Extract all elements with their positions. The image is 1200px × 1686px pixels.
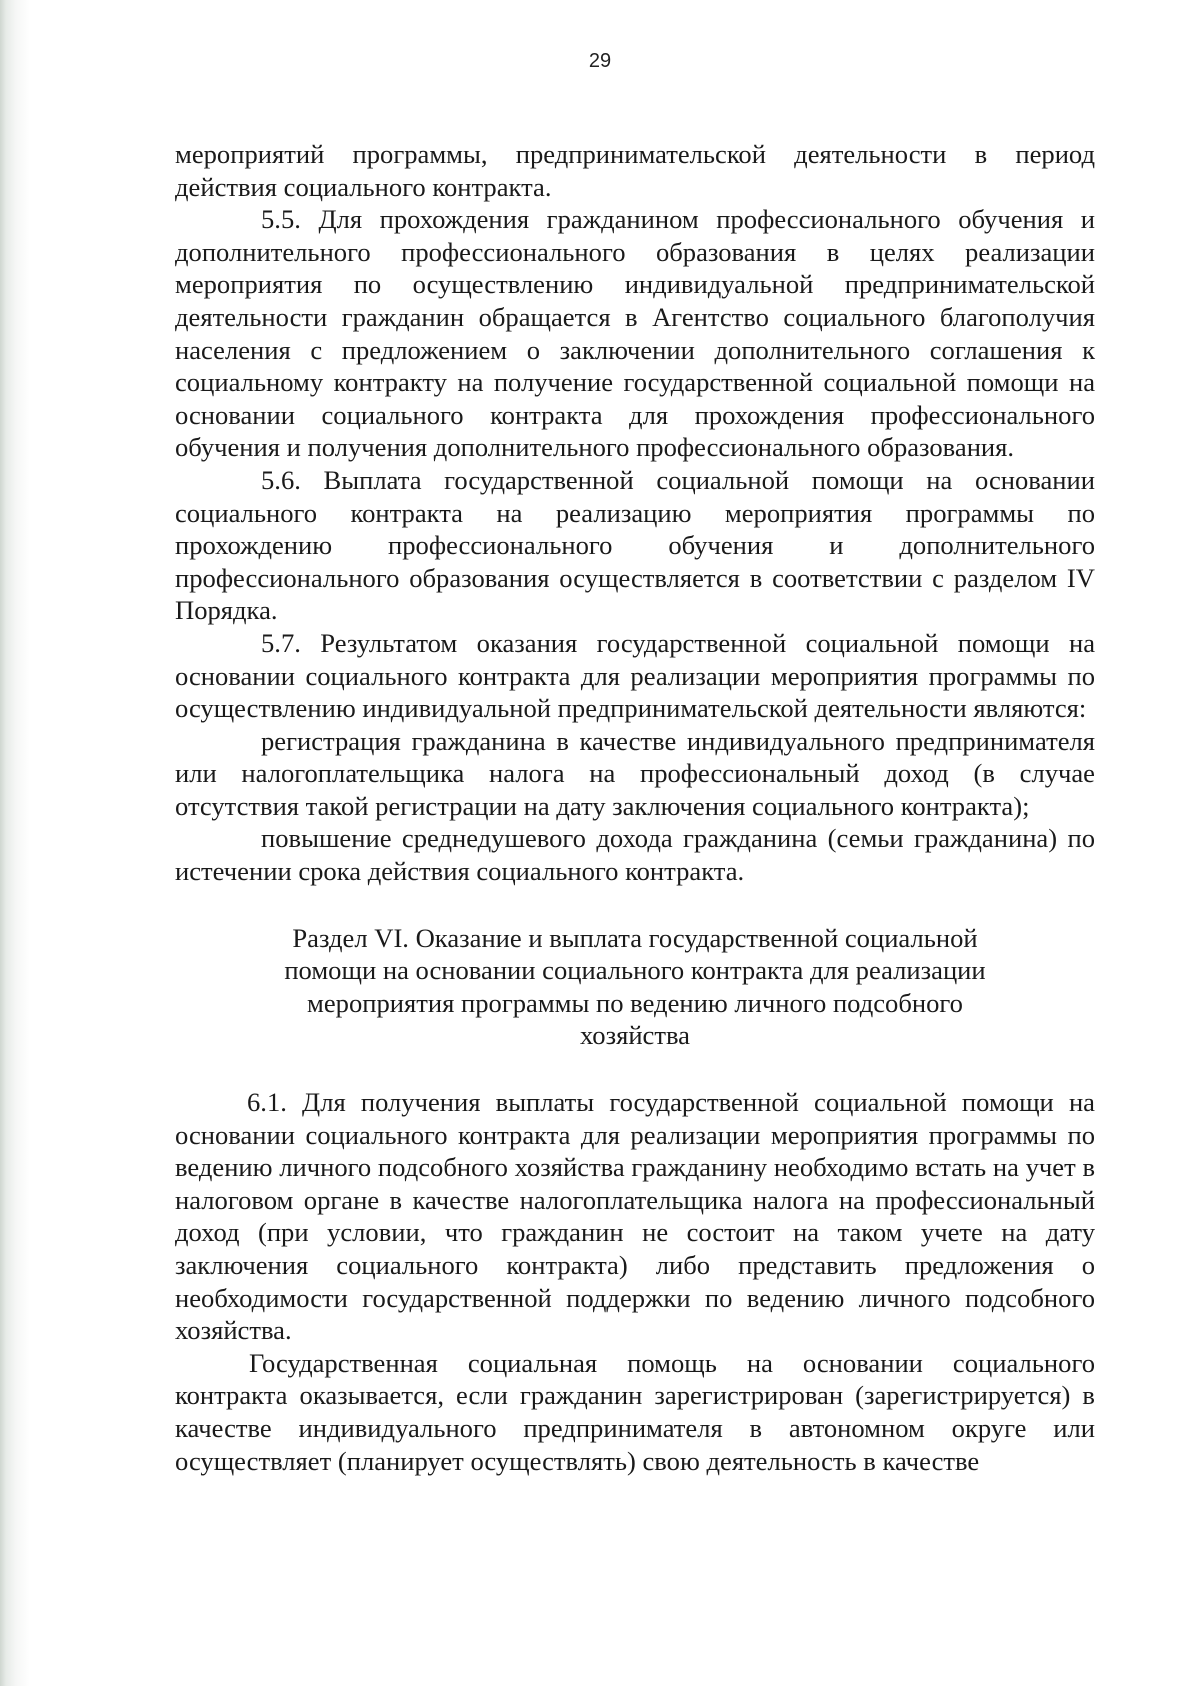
section-heading-line: Раздел VI. Оказание и выплата государственной социальной xyxy=(292,922,978,953)
paragraph-result-income: повышение среднедушевого дохода гражданина (семьи гражданина) по истечении срока действия социального контракта. xyxy=(175,823,1095,887)
section-heading-line: хозяйства xyxy=(580,1020,690,1051)
page-number: 29 xyxy=(588,50,612,72)
paragraph-result-registration: регистрация гражданина в качестве индивидуального предпринимателя или налогоплательщика налога на профессиональный доход (в случае отсутствия такой регистрации на дату заключения социального контракта); xyxy=(175,725,1095,821)
section-heading-line: мероприятия программы по ведению личного подсобного xyxy=(307,987,963,1018)
paragraph-5-7: 5.7. Результатом оказания государственной социальной помощи на основании социального контракта для реализации мероприятия программы по осуществлению индивидуальной предпринимательской деятельности являются: xyxy=(175,627,1095,724)
paragraph-6-1: 6.1. Для получения выплаты государственной социальной помощи на основании социального контракта для реализации мероприятия программы по ведению личного подсобного хозяйства гражданину необходимо встать на учет в налоговом органе в качестве налогоплательщика налога на профессиональный доход (при условии, что гражданин не состоит на таком учете на дату заключения социального контракта) либо представить предложения о необходимости государственной поддержки по ведению личного подсобного хозяйства. xyxy=(175,1087,1095,1346)
scan-edge-shadow xyxy=(0,0,30,1686)
paragraph-5-5: 5.5. Для прохождения гражданином профессионального обучения и дополнительного профессионального образования в целях реализации мероприятия по осуществлению индивидуальной предпринимательской деятельности гражданин обращается в Агентство социального благополучия населения с предложением о заключении дополнительного соглашения к социальному контракту на получение государственной социальной помощи на основании социального контракта для прохождения профессионального обучения и получения дополнительного профессионального образования. xyxy=(175,204,1095,463)
section-heading-line: помощи на основании социального контракта для реализации xyxy=(284,955,986,986)
paragraph-state-aid: Государственная социальная помощь на основании социального контракта оказывается, если гражданин зарегистрирован (зарегистрируется) в качестве индивидуального предпринимателя в автономном округе или осуществляет (планирует осуществлять) свою деятельность в качестве xyxy=(175,1347,1095,1476)
section-heading xyxy=(175,922,1095,1052)
paragraph-continuation: мероприятий программы, предпринимательской деятельности в период действия социального контракта. xyxy=(175,139,1095,202)
document-body xyxy=(175,138,1095,1477)
paragraph-5-6: 5.6. Выплата государственной социальной помощи на основании социального контракта на реализацию мероприятия программы по прохождению профессионального обучения и дополнительного профессионального образования осуществляется в соответствии с разделом IV Порядка. xyxy=(175,464,1095,626)
